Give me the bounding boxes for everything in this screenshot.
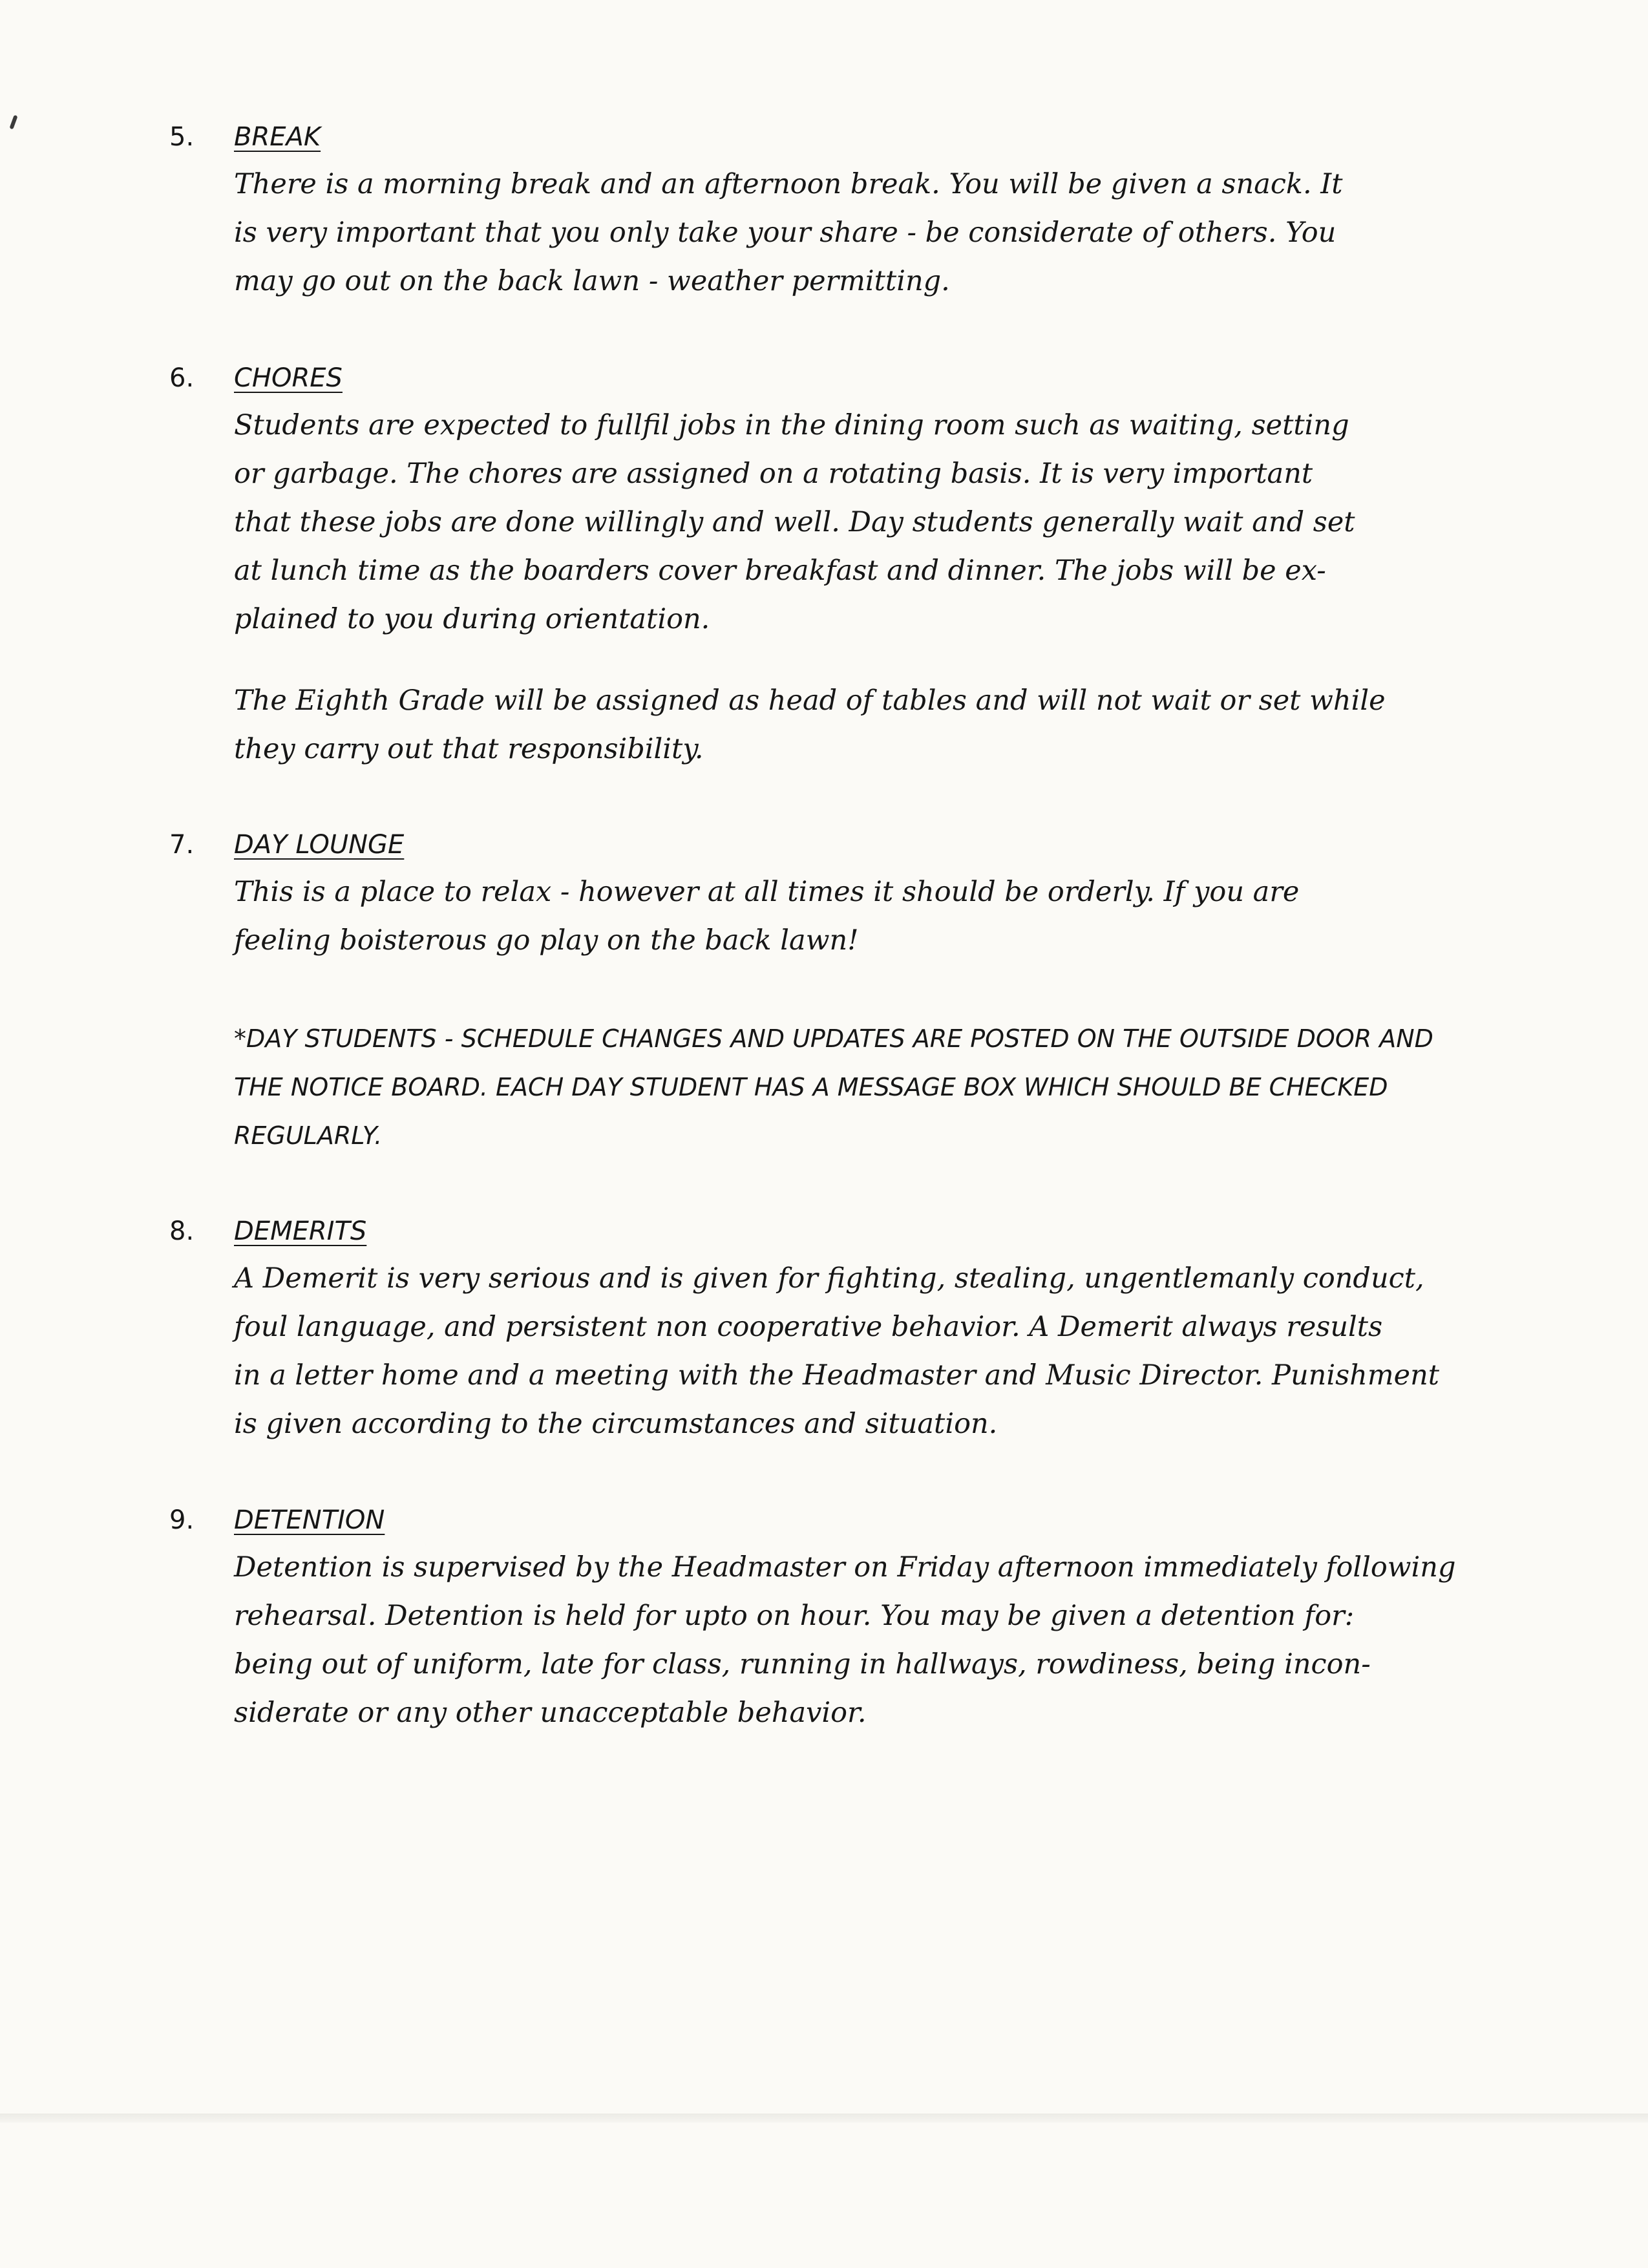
section-heading: DETENTION	[234, 1505, 385, 1535]
section-heading: BREAK	[234, 122, 321, 152]
day-students-notice: *DAY STUDENTS - SCHEDULE CHANGES AND UPDATES ARE POSTED ON THE OUTSIDE DOOR AND THE NOTICE BOARD. EACH DAY STUDENT HAS A MESSAGE BOX WHICH SHOULD BE CHECKED REGULARLY.	[234, 1024, 1433, 1150]
page-edge	[0, 2114, 1648, 2123]
section-heading: DAY LOUNGE	[234, 830, 405, 860]
section-paragraph: There is a morning break and an afternoon break. You will be given a snack. It is very important that you only take your share - be considerate of others. You may go out on the back lawn - weather permitting.	[234, 168, 1343, 297]
section-paragraph: Detention is supervised by the Headmaster on Friday afternoon immediately following rehearsal. Detention is held for upto on hour. You may be given a detention for: being out of uniform, late for class, running in hallways, rowdiness, being incon- siderate or any other unacceptable behavior.	[234, 1551, 1456, 1729]
section-paragraph: A Demerit is very serious and is given for fighting, stealing, ungentlemanly conduct, foul language, and persistent non cooperative behavior. A Demerit always results in a letter home and a meeting with the Headmaster and Music Director. Punishment is given according to the circumstances and situation.	[234, 1262, 1440, 1440]
section-number: 9.	[169, 1505, 195, 1535]
section-paragraph: The Eighth Grade will be assigned as head of tables and will not wait or set while they carry out that responsibility.	[234, 684, 1386, 765]
section-number: 6.	[169, 363, 195, 393]
pen-mark	[9, 115, 17, 130]
section-heading: CHORES	[234, 363, 343, 393]
section-number: 7.	[169, 830, 195, 860]
section-number: 5.	[169, 122, 195, 152]
section-paragraph: Students are expected to fullfil jobs in the dining room such as waiting, setting or garbage. The chores are assigned on a rotating basis. It is very important that these jobs are done willingly and well. Day students generally wait and set at lunch time as the boarders cover breakfast and dinner. The jobs will be ex- plained to you during orientation.	[234, 409, 1355, 635]
section-number: 8.	[169, 1216, 195, 1246]
section-heading: DEMERITS	[234, 1216, 367, 1246]
section-paragraph: This is a place to relax - however at all times it should be orderly. If you are feeling boisterous go play on the back lawn!	[234, 876, 1300, 957]
